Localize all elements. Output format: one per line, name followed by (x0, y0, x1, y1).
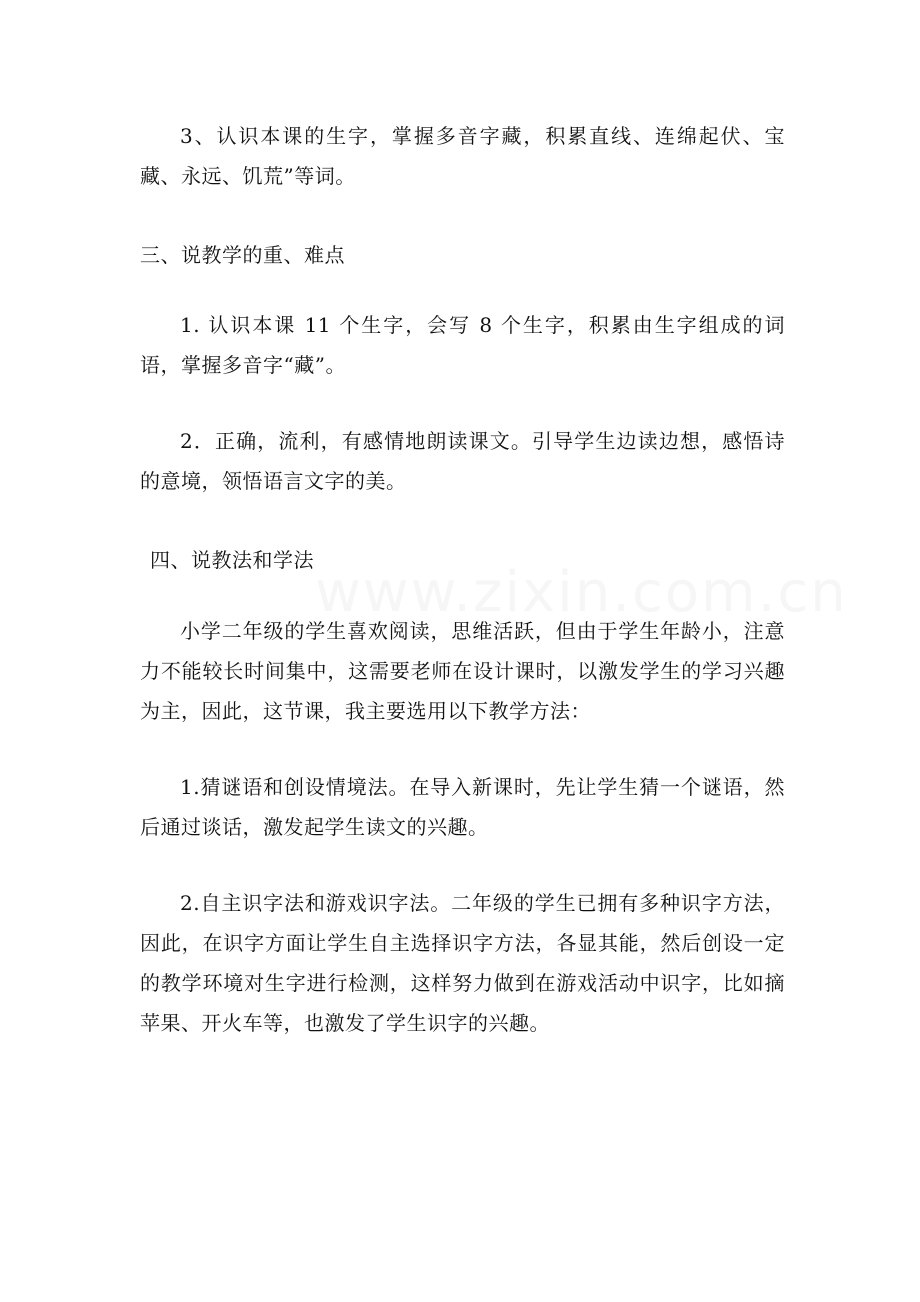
paragraph-key-point-2: 2．正确，流利，有感情地朗读课文。引导学生边读边想，感悟诗的意境，领悟语言文字的美。 (140, 429, 785, 493)
watermark: www.zixin.com.cn (315, 560, 848, 625)
section-heading-methods: 四、说教法和学法 (150, 548, 314, 572)
paragraph-method-1: 1.猜谜语和创设情境法。在导入新课时，先让学生猜一个谜语，然后通过谈话，激发起学生读文的兴趣。 (140, 775, 785, 839)
paragraph-objective-3: 3、认识本课的生字，掌握多音字藏，积累直线、连绵起伏、宝藏、永远、饥荒”等词。 (140, 124, 785, 188)
section-heading-key-points: 三、说教学的重、难点 (140, 243, 345, 267)
paragraph-methods-intro: 小学二年级的学生喜欢阅读，思维活跃，但由于学生年龄小，注意力不能较长时间集中，这需要老师在设计课时，以激发学生的学习兴趣为主，因此，这节课，我主要选用以下教学方法： (140, 619, 785, 723)
paragraph-method-2: 2.自主识字法和游戏识字法。二年级的学生已拥有多种识字方法，因此，在识字方面让学生自主选择识字方法，各显其能，然后创设一定的教学环境对生字进行检测，这样努力做到在游戏活动中识字，比如摘苹果、开火车等，也激发了学生识字的兴趣。 (140, 891, 785, 1035)
paragraph-key-point-1: 1. 认识本课 11 个生字，会写 8 个生字，积累由生字组成的词语，掌握多音字“藏”。 (140, 313, 785, 377)
